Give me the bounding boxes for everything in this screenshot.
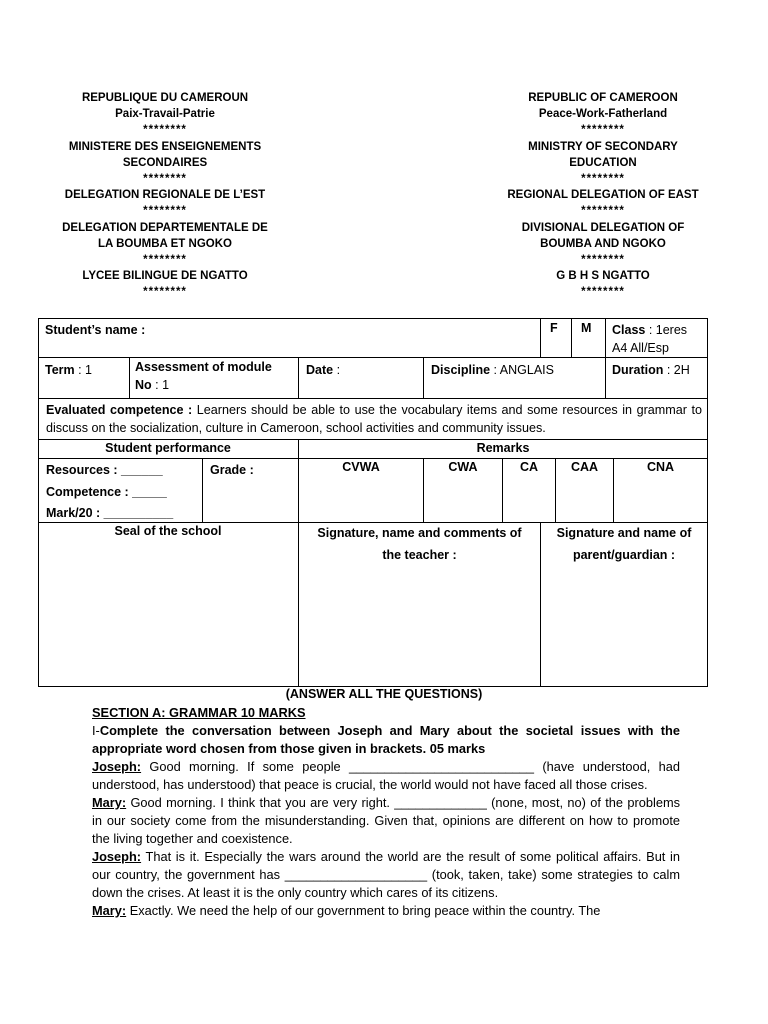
class-value-line2: A4 All/Esp <box>612 341 669 355</box>
remarks-heading: Remarks <box>476 441 530 455</box>
regional-delegation-fr: DELEGATION REGIONALE DE L’EST <box>64 189 266 202</box>
school-seal-box: Seal of the school <box>114 524 222 538</box>
assessment-no-value: : 1 <box>151 378 170 392</box>
speaker-mary: Mary: <box>92 903 127 918</box>
regional-delegation-en: REGIONAL DELEGATION OF EAST <box>507 189 699 202</box>
dialogue-line <box>92 794 680 848</box>
divisional-delegation-en-line1: DIVISIONAL DELEGATION OF <box>521 221 685 234</box>
separator-stars: ******** <box>143 173 187 186</box>
divisional-delegation-en-line2: BOUMBA AND NGOKO <box>540 237 666 250</box>
remark-ca: CA <box>519 460 539 474</box>
row-divider <box>38 398 708 399</box>
dialogue-text: Exactly. We need the help of our government to bring peace within the country. The <box>126 903 601 918</box>
date-label: Date <box>306 363 334 377</box>
speaker-joseph: Joseph: <box>92 759 142 774</box>
class-value: : 1eres <box>645 323 688 337</box>
separator-stars: ******** <box>581 205 625 218</box>
term-label: Term <box>45 363 75 377</box>
question-1-text: Complete the conversation between Joseph and Mary about the societal issues with the appropriate word chosen from those given in brackets. 05 marks <box>92 723 680 756</box>
divisional-delegation-fr-line2: LA BOUMBA ET NGOKO <box>98 237 232 250</box>
female-checkbox-label[interactable]: F <box>550 321 558 335</box>
term-value: : 1 <box>74 363 93 377</box>
term-field <box>45 361 92 379</box>
separator-stars: ******** <box>581 286 625 299</box>
class-label: Class <box>612 323 646 337</box>
dialogue-text: That is it. Especially the wars around the world are the result of some political affairs. But in our country, the government has ____________________ (took, taken, take) some strategies to calm down the crises. At least it is the only country which cares of its citizens. <box>92 849 680 900</box>
ministry-en-line2: EDUCATION <box>569 156 637 169</box>
header-left <box>35 90 295 301</box>
motto-en: Peace-Work-Fatherland <box>538 108 668 121</box>
border-right <box>707 318 708 687</box>
class-field <box>612 321 707 357</box>
assessment-label: Assessment of module <box>135 360 272 374</box>
parent-signature-box <box>541 522 707 566</box>
border-top <box>38 318 708 319</box>
assessment-field <box>135 358 295 394</box>
separator-stars: ******** <box>581 173 625 186</box>
col-divider <box>571 318 572 357</box>
col-divider <box>202 458 203 522</box>
competence-label: Evaluated competence : <box>46 403 193 417</box>
duration-value: : 2H <box>663 363 690 377</box>
question-1 <box>92 722 680 758</box>
remark-cna: CNA <box>646 460 675 474</box>
col-divider <box>423 357 424 398</box>
separator-stars: ******** <box>143 124 187 137</box>
ministry-fr-line1: MINISTERE DES ENSEIGNEMENTS <box>68 140 262 153</box>
assessment-no-label: No <box>135 378 152 392</box>
instructions: (ANSWER ALL THE QUESTIONS) <box>285 687 483 701</box>
resources-field: Resources : ______ <box>46 463 163 477</box>
assessment-form <box>38 318 708 687</box>
duration-field <box>612 361 690 379</box>
section-a-title: SECTION A: GRAMMAR 10 MARKS <box>92 705 306 720</box>
teacher-signature-label-line1: Signature, name and comments of <box>317 526 522 540</box>
country-name-fr: REPUBLIQUE DU CAMEROUN <box>81 92 249 104</box>
remark-cvwa: CVWA <box>342 460 380 474</box>
teacher-signature-box <box>299 522 540 566</box>
dialogue-line <box>92 758 680 794</box>
ministry-fr-line2: SECONDAIRES <box>122 156 208 169</box>
discipline-value: : ANGLAIS <box>490 363 554 377</box>
speaker-joseph: Joseph: <box>92 849 142 864</box>
separator-stars: ******** <box>581 124 625 137</box>
date-field <box>306 361 340 379</box>
male-checkbox-label[interactable]: M <box>581 321 592 335</box>
remark-cwa: CWA <box>448 460 478 474</box>
student-name-label: Student’s name : <box>45 323 146 337</box>
evaluated-competence <box>46 401 702 437</box>
mark-field: Mark/20 : __________ <box>46 506 174 520</box>
separator-stars: ******** <box>581 254 625 267</box>
parent-signature-label-line1: Signature and name of <box>556 526 692 540</box>
dialogue-text: Good morning. If some people __________________________ (have understood, had understood, has understood) that peace is crucial, the world would not have faced all those crises. <box>92 759 680 792</box>
parent-signature-label-line2: parent/guardian : <box>572 548 676 562</box>
separator-stars: ******** <box>143 254 187 267</box>
remark-caa: CAA <box>570 460 599 474</box>
header-right <box>473 90 733 301</box>
date-value: : <box>333 363 341 377</box>
discipline-label: Discipline <box>431 363 491 377</box>
student-performance-heading: Student performance <box>105 441 231 455</box>
discipline-field <box>431 361 554 379</box>
duration-label: Duration <box>612 363 664 377</box>
teacher-signature-label-line2: the teacher : <box>382 548 457 562</box>
border-left <box>38 318 39 687</box>
country-name-en: REPUBLIC OF CAMEROON <box>528 92 678 104</box>
divisional-delegation-fr-line1: DELEGATION DEPARTEMENTALE DE <box>62 221 268 234</box>
separator-stars: ******** <box>143 286 187 299</box>
col-divider <box>129 357 130 398</box>
col-divider <box>605 318 606 398</box>
competence-mark-field: Competence : _____ <box>46 485 167 499</box>
school-name-en: G B H S NGATTO <box>556 270 650 283</box>
motto-fr: Paix-Travail-Patrie <box>115 108 215 121</box>
col-divider <box>298 357 299 398</box>
separator-stars: ******** <box>143 205 187 218</box>
dialogue-line <box>92 902 680 920</box>
grade-field: Grade : <box>210 463 254 477</box>
question-1-prefix: I- <box>92 723 100 738</box>
dialogue-line <box>92 848 680 902</box>
col-divider <box>540 318 541 357</box>
school-name-fr: LYCEE BILINGUE DE NGATTO <box>82 270 248 283</box>
speaker-mary: Mary: <box>92 795 127 810</box>
competence-text: Learners should be able to use the vocabulary items and some resources in grammar to discuss on the socialization, culture in Cameroon, school activities and community issues. <box>46 403 702 435</box>
ministry-en-line1: MINISTRY OF SECONDARY <box>528 140 678 153</box>
dialogue-text: Good morning. I think that you are very right. _____________ (none, most, no) of the problems in our society come from the misunderstanding. Given that, opinions are different on how to promote the living together and coexistence. <box>92 795 680 846</box>
exam-body <box>92 704 680 920</box>
